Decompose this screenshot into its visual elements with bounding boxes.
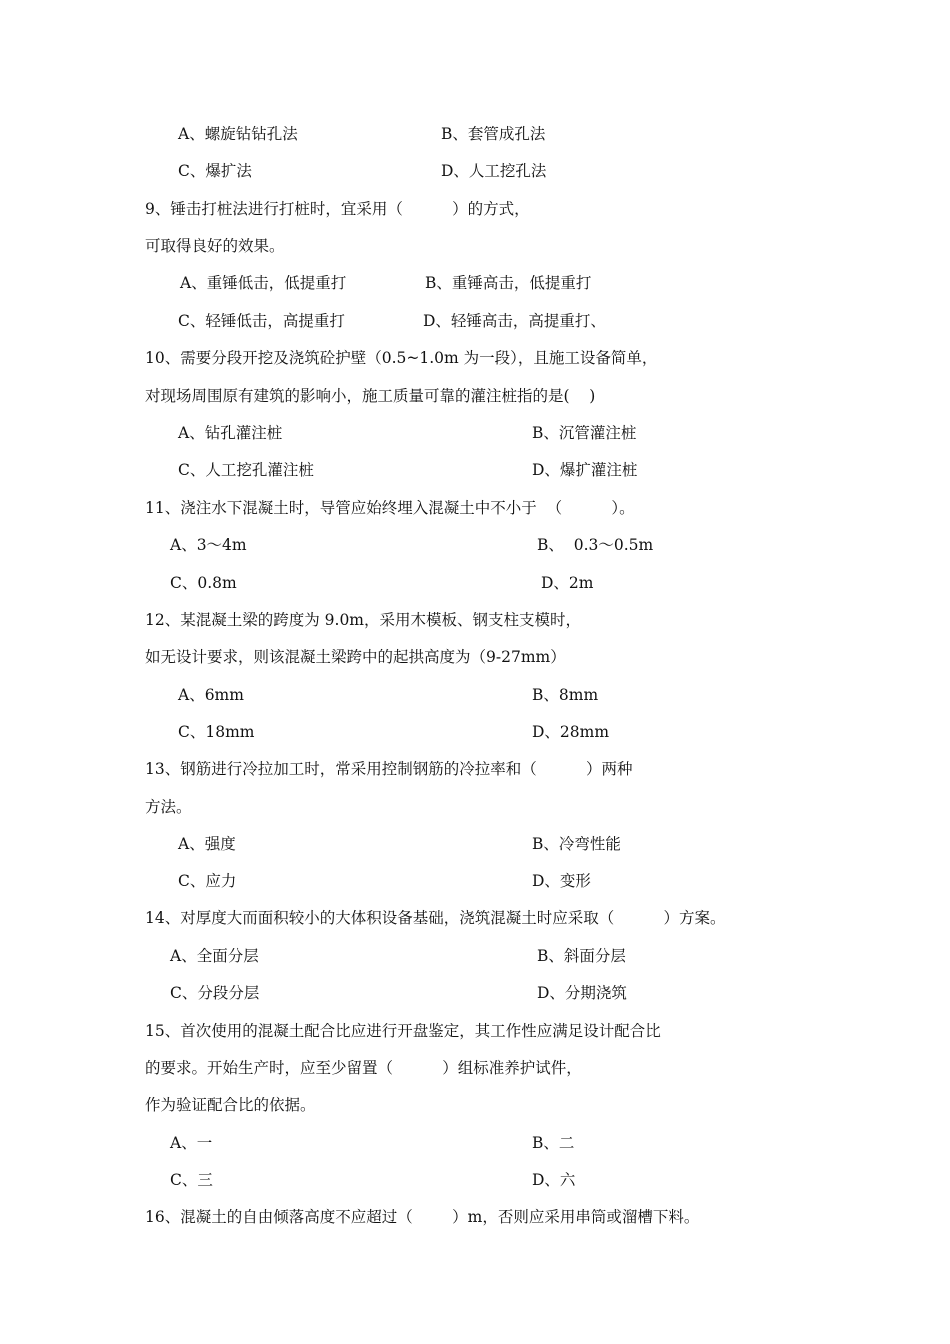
q11-text: 11、浇注水下混凝土时，导管应始终埋入混凝土中不小于 （ ）。: [145, 499, 635, 517]
q12-option-b: B、8mm: [532, 686, 599, 704]
q14-option-b: B、斜面分层: [537, 947, 626, 965]
q15-text: 15、首次使用的混凝土配合比应进行开盘鉴定，其工作性应满足设计配合比: [145, 1022, 661, 1040]
q11-option-c: C、0.8m: [170, 574, 237, 592]
q14-option-c: C、分段分层: [170, 984, 260, 1002]
q13-text: 13、钢筋进行冷拉加工时，常采用控制钢筋的冷拉率和（ ）两种: [145, 760, 633, 778]
q12-option-a: A、6mm: [178, 686, 244, 704]
q9-option-d: D、轻锤高击，高提重打、: [423, 312, 606, 330]
q8-option-b: B、套管成孔法: [441, 125, 546, 143]
q13-option-d: D、变形: [532, 872, 591, 890]
q12-option-d: D、28mm: [532, 723, 610, 741]
q9-option-b: B、重锤高击，低提重打: [425, 274, 592, 292]
q12-text-cont: 如无设计要求，则该混凝土梁跨中的起拱高度为（9-27mm）: [145, 648, 566, 666]
q10-option-b: B、沉管灌注桩: [532, 424, 637, 442]
q15-option-c: C、三: [170, 1171, 213, 1189]
q14-text: 14、对厚度大而面积较小的大体积设备基础，浇筑混凝土时应采取（ ）方案。: [145, 909, 726, 927]
q13-text-cont: 方法。: [145, 798, 192, 816]
q9-text: 9、锤击打桩法进行打桩时，宜采用（ ）的方式，: [145, 200, 530, 218]
q12-text: 12、某混凝土梁的跨度为 9.0m，采用木模板、钢支柱支模时，: [145, 611, 581, 629]
q10-text: 10、需要分段开挖及浇筑砼护壁（0.5~1.0m 为一段），且施工设备简单，: [145, 349, 658, 367]
q9-option-c: C、轻锤低击，高提重打: [178, 312, 345, 330]
q9-text-cont: 可取得良好的效果。: [145, 237, 285, 255]
q13-option-c: C、应力: [178, 872, 237, 890]
q10-option-a: A、钻孔灌注桩: [178, 424, 283, 442]
q14-option-d: D、分期浇筑: [537, 984, 627, 1002]
q15-text-cont-2: 作为验证配合比的依据。: [145, 1096, 316, 1114]
q8-option-c: C、爆扩法: [178, 162, 252, 180]
q13-option-a: A、强度: [178, 835, 236, 853]
q10-option-d: D、爆扩灌注桩: [532, 461, 638, 479]
q8-option-d: D、人工挖孔法: [441, 162, 547, 180]
q11-option-b: B、 0.3～0.5m: [537, 536, 654, 554]
q15-option-d: D、六: [532, 1171, 576, 1189]
q9-option-a: A、重锤低击，低提重打: [180, 274, 347, 292]
q15-option-a: A、一: [170, 1134, 213, 1152]
q10-option-c: C、人工挖孔灌注桩: [178, 461, 314, 479]
q13-option-b: B、冷弯性能: [532, 835, 621, 853]
q16-text: 16、混凝土的自由倾落高度不应超过（ ）m，否则应采用串筒或溜槽下料。: [145, 1208, 700, 1226]
q11-option-d: D、2m: [541, 574, 594, 592]
q10-text-cont: 对现场周围原有建筑的影响小，施工质量可靠的灌注桩指的是( ): [145, 387, 596, 405]
q8-option-a: A、螺旋钻钻孔法: [178, 125, 298, 143]
q14-option-a: A、全面分层: [170, 947, 259, 965]
q11-option-a: A、3～4m: [170, 536, 247, 554]
q12-option-c: C、18mm: [178, 723, 255, 741]
q15-option-b: B、二: [532, 1134, 575, 1152]
q15-text-cont: 的要求。开始生产时，应至少留置（ ）组标准养护试件，: [145, 1059, 582, 1077]
